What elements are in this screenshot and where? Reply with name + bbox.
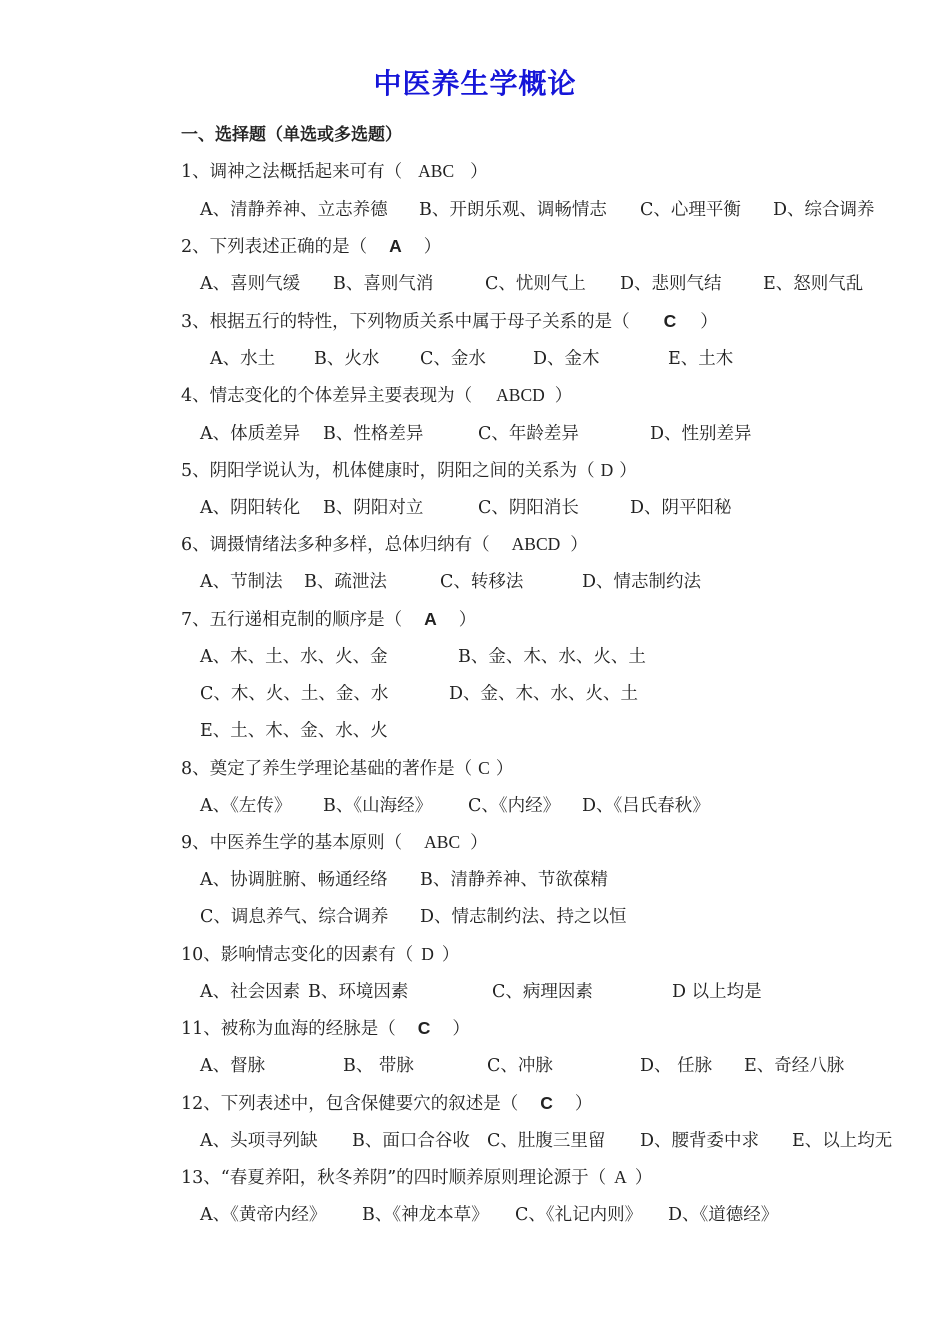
question-suffix: ） (441, 945, 460, 965)
question-text: 12、下列表述中，包含保健要穴的叙述是（ (181, 1094, 519, 1114)
option: A、水土 (210, 349, 276, 369)
question-suffix: ） (700, 312, 718, 332)
option: C、《内经》 (468, 796, 561, 816)
question-suffix: ） (423, 237, 442, 257)
option: D、 任脉 (640, 1056, 713, 1076)
option: D、情志制约法、持之以恒 (420, 907, 627, 927)
option: A、节制法 (200, 572, 283, 592)
answer: D (600, 460, 614, 480)
answer: D (421, 944, 434, 964)
option: A、体质差异 (200, 424, 301, 444)
option: C、年龄差异 (478, 424, 579, 444)
option: C、转移法 (440, 572, 524, 592)
question-12 (181, 1090, 592, 1115)
option: D、性别差异 (650, 424, 752, 444)
option: C、忧则气上 (485, 274, 586, 294)
option: A、头项寻列缺 (200, 1131, 318, 1151)
option: E、以上均无 (792, 1131, 893, 1151)
question-text: 13、“春夏养阳，秋冬养阴”的四时顺养原则理论源于（ (181, 1168, 607, 1188)
option: A、木、土、水、火、金 (200, 647, 388, 667)
option: C、病理因素 (492, 982, 593, 1002)
question-text: 2、下列表述正确的是（ (181, 237, 368, 257)
option: B、阴阳对立 (323, 498, 424, 518)
answer: ABC (418, 161, 455, 181)
option: B、火水 (314, 349, 380, 369)
option: C、肚腹三里留 (487, 1131, 606, 1151)
option: C、《礼记内则》 (515, 1205, 643, 1225)
question-8 (181, 755, 513, 780)
question-text: 9、中医养生学的基本原则（ (181, 833, 403, 853)
option: B、开朗乐观、调畅情志 (419, 200, 607, 220)
option: C、调息养气、综合调养 (200, 907, 389, 927)
question-suffix: ） (495, 759, 514, 779)
question-text: 3、根据五行的特性，下列物质关系中属于母子关系的是（ (181, 312, 630, 332)
option: D、腰背委中求 (640, 1131, 760, 1151)
question-text: 11、被称为血海的经脉是（ (181, 1019, 396, 1039)
option: E、怒则气乱 (763, 274, 864, 294)
question-text: 6、调摄情绪法多种多样，总体归纳有（ (181, 535, 490, 555)
option: B、面口合谷收 (352, 1131, 470, 1151)
option: B、性格差异 (323, 424, 424, 444)
question-text: 1、调神之法概括起来可有（ (181, 162, 403, 182)
question-5 (181, 457, 637, 482)
option: D、综合调养 (773, 200, 875, 220)
question-suffix: ） (570, 535, 588, 555)
option: A、督脉 (200, 1056, 266, 1076)
answer: A (389, 236, 402, 256)
question-suffix: ） (470, 833, 488, 853)
section-heading: 一、选择题（单选或多选题） (181, 125, 402, 145)
question-6 (181, 531, 588, 556)
option: D、悲则气结 (620, 274, 722, 294)
option: B、《神龙本草》 (362, 1205, 489, 1225)
question-4 (181, 382, 572, 407)
question-text: 8、奠定了养生学理论基础的著作是（ (181, 759, 473, 779)
question-9 (181, 829, 488, 854)
answer: C (478, 758, 490, 778)
option: B、疏泄法 (304, 572, 387, 592)
option: C、阴阳消长 (478, 498, 579, 518)
option: C、冲脉 (487, 1056, 553, 1076)
question-text: 4、情志变化的个体差异主要表现为（ (181, 386, 473, 406)
answer: ABCD (511, 534, 561, 554)
question-suffix: ） (634, 1168, 653, 1188)
question-suffix: ） (554, 386, 573, 406)
question-1 (181, 158, 488, 183)
option: A、协调脏腑、畅通经络 (200, 870, 388, 890)
option: D、情志制约法 (582, 572, 702, 592)
question-2 (181, 233, 441, 258)
option: A、清静养神、立志养德 (200, 200, 388, 220)
question-10 (181, 941, 459, 966)
option: E、土木 (668, 349, 734, 369)
option: D、金、木、水、火、土 (449, 684, 639, 704)
option: B、清静养神、节欲葆精 (420, 870, 608, 890)
answer: C (417, 1018, 431, 1038)
question-3 (181, 308, 718, 333)
question-suffix: ） (619, 461, 637, 481)
question-text: 10、影响情志变化的因素有（ (181, 945, 414, 965)
option: A、《黄帝内经》 (200, 1205, 327, 1225)
option: A、《左传》 (200, 796, 292, 816)
option: D、《道德经》 (668, 1205, 779, 1225)
question-text: 7、五行递相克制的顺序是（ (181, 610, 403, 630)
question-7 (181, 606, 476, 631)
option: C、心理平衡 (640, 200, 741, 220)
answer: A (424, 609, 437, 629)
option: C、金水 (420, 349, 486, 369)
option: E、奇经八脉 (744, 1056, 845, 1076)
question-suffix: ） (458, 610, 477, 630)
option: D、《吕氏春秋》 (582, 796, 710, 816)
option: B、《山海经》 (323, 796, 433, 816)
page-title: 中医养生学概论 (373, 67, 577, 100)
option: D、阴平阳秘 (630, 498, 732, 518)
option: D 以上均是 (672, 982, 762, 1002)
option: A、阴阳转化 (200, 498, 301, 518)
question-13 (181, 1164, 652, 1189)
answer: ABC (424, 832, 461, 852)
option: A、社会因素 (200, 982, 301, 1002)
question-text: 5、阴阳学说认为，机体健康时，阴阳之间的关系为（ (181, 461, 595, 481)
option: C、木、火、土、金、水 (200, 684, 389, 704)
option: B、喜则气消 (333, 274, 434, 294)
option: D、金木 (533, 349, 600, 369)
answer: C (540, 1093, 553, 1113)
question-suffix: ） (452, 1019, 470, 1039)
option: A、喜则气缓 (200, 274, 301, 294)
answer: C (663, 311, 677, 331)
answer: A (614, 1167, 627, 1187)
question-suffix: ） (470, 162, 488, 182)
answer: ABCD (496, 385, 545, 405)
option: B、 带脉 (343, 1056, 414, 1076)
option: E、土、木、金、水、火 (200, 721, 388, 741)
option: B、环境因素 (308, 982, 409, 1002)
option: B、金、木、水、火、土 (458, 647, 646, 667)
question-11 (181, 1015, 470, 1040)
question-suffix: ） (574, 1094, 593, 1114)
